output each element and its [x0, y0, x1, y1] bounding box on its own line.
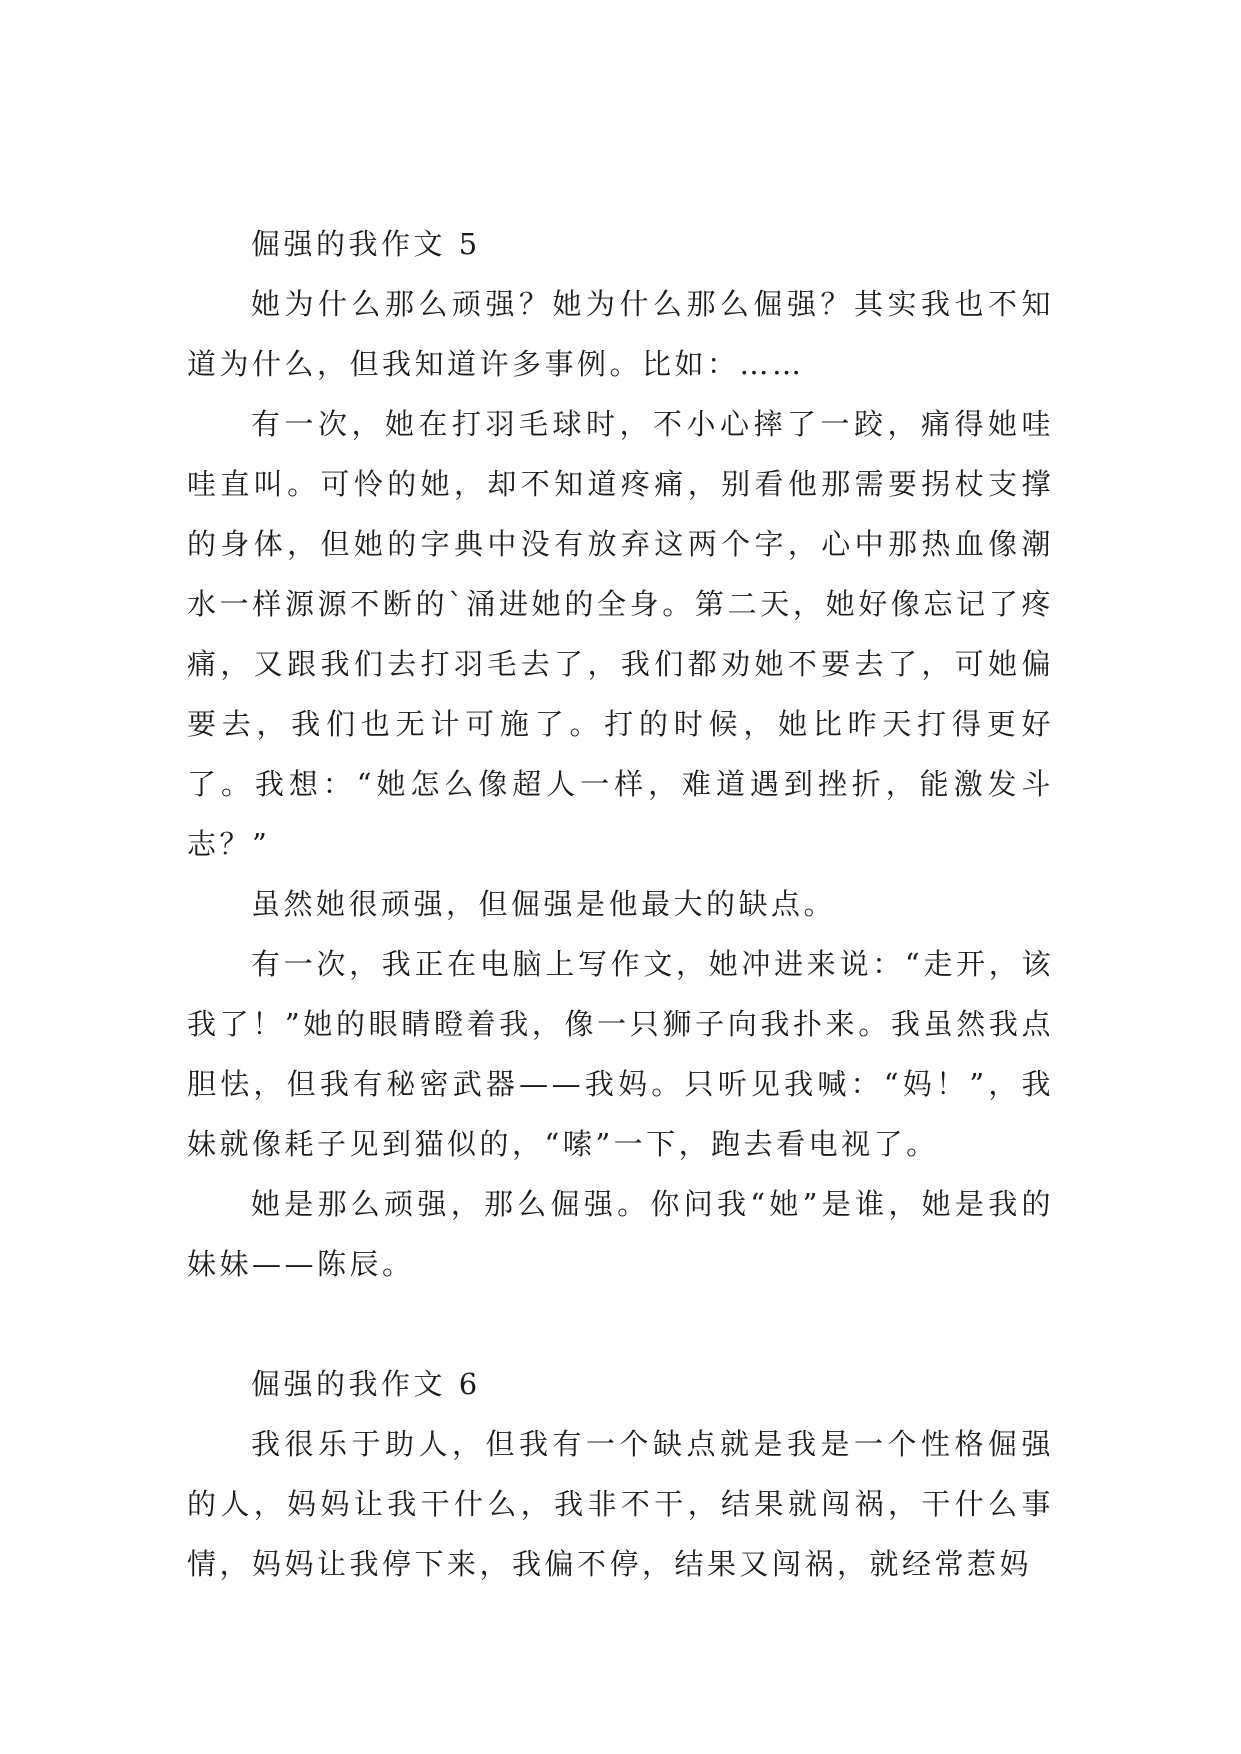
paragraph: 我很乐于助人，但我有一个缺点就是我是一个性格倔强的人，妈妈让我干什么，我非不干，结果就闯祸，干什么事情，妈妈让我停下来，我偏不停，结果又闯祸，就经常惹妈: [187, 1427, 1054, 1581]
paragraph: 有一次，我正在电脑上写作文，她冲进来说：“走开，该我了！”她的眼睛瞪着我，像一只狮子向我扑来。我虽然我点胆怯，但我有秘密武器——我妈。只听见我喊：“妈！”，我妹就像耗子见到猫似的，“嗦”一下，跑去看电视了。: [187, 947, 1054, 1161]
essay-title: 倔强的我作文 6: [251, 1367, 481, 1401]
paragraph: 有一次，她在打羽毛球时，不小心摔了一跤，痛得她哇哇直叫。可怜的她，却不知道疼痛，别看他那需要拐杖支撑的身体，但她的字典中没有放弃这两个字，心中那热血像潮水一样源源不断的`涌进她的全身。第二天，她好像忘记了疼痛，又跟我们去打羽毛去了，我们都劝她不要去了，可她偏要去，我们也无计可施了。打的时候，她比昨天打得更好了。我想：“她怎么像超人一样，难道遇到挫折，能激发斗志？”: [187, 407, 1054, 861]
essay-title: 倔强的我作文 5: [251, 227, 481, 261]
essay-6: [187, 1354, 1054, 1594]
section-spacer: [187, 1294, 1054, 1354]
paragraph: 虽然她很顽强，但倔强是他最大的缺点。: [251, 887, 837, 921]
paragraph: 她是那么顽强，那么倔强。你问我“她”是谁，她是我的妹妹——陈辰。: [187, 1187, 1054, 1281]
essay-5: [187, 214, 1054, 1294]
document-body: [187, 214, 1054, 1594]
paragraph: 她为什么那么顽强？她为什么那么倔强？其实我也不知道为什么，但我知道许多事例。比如：……: [187, 287, 1054, 381]
